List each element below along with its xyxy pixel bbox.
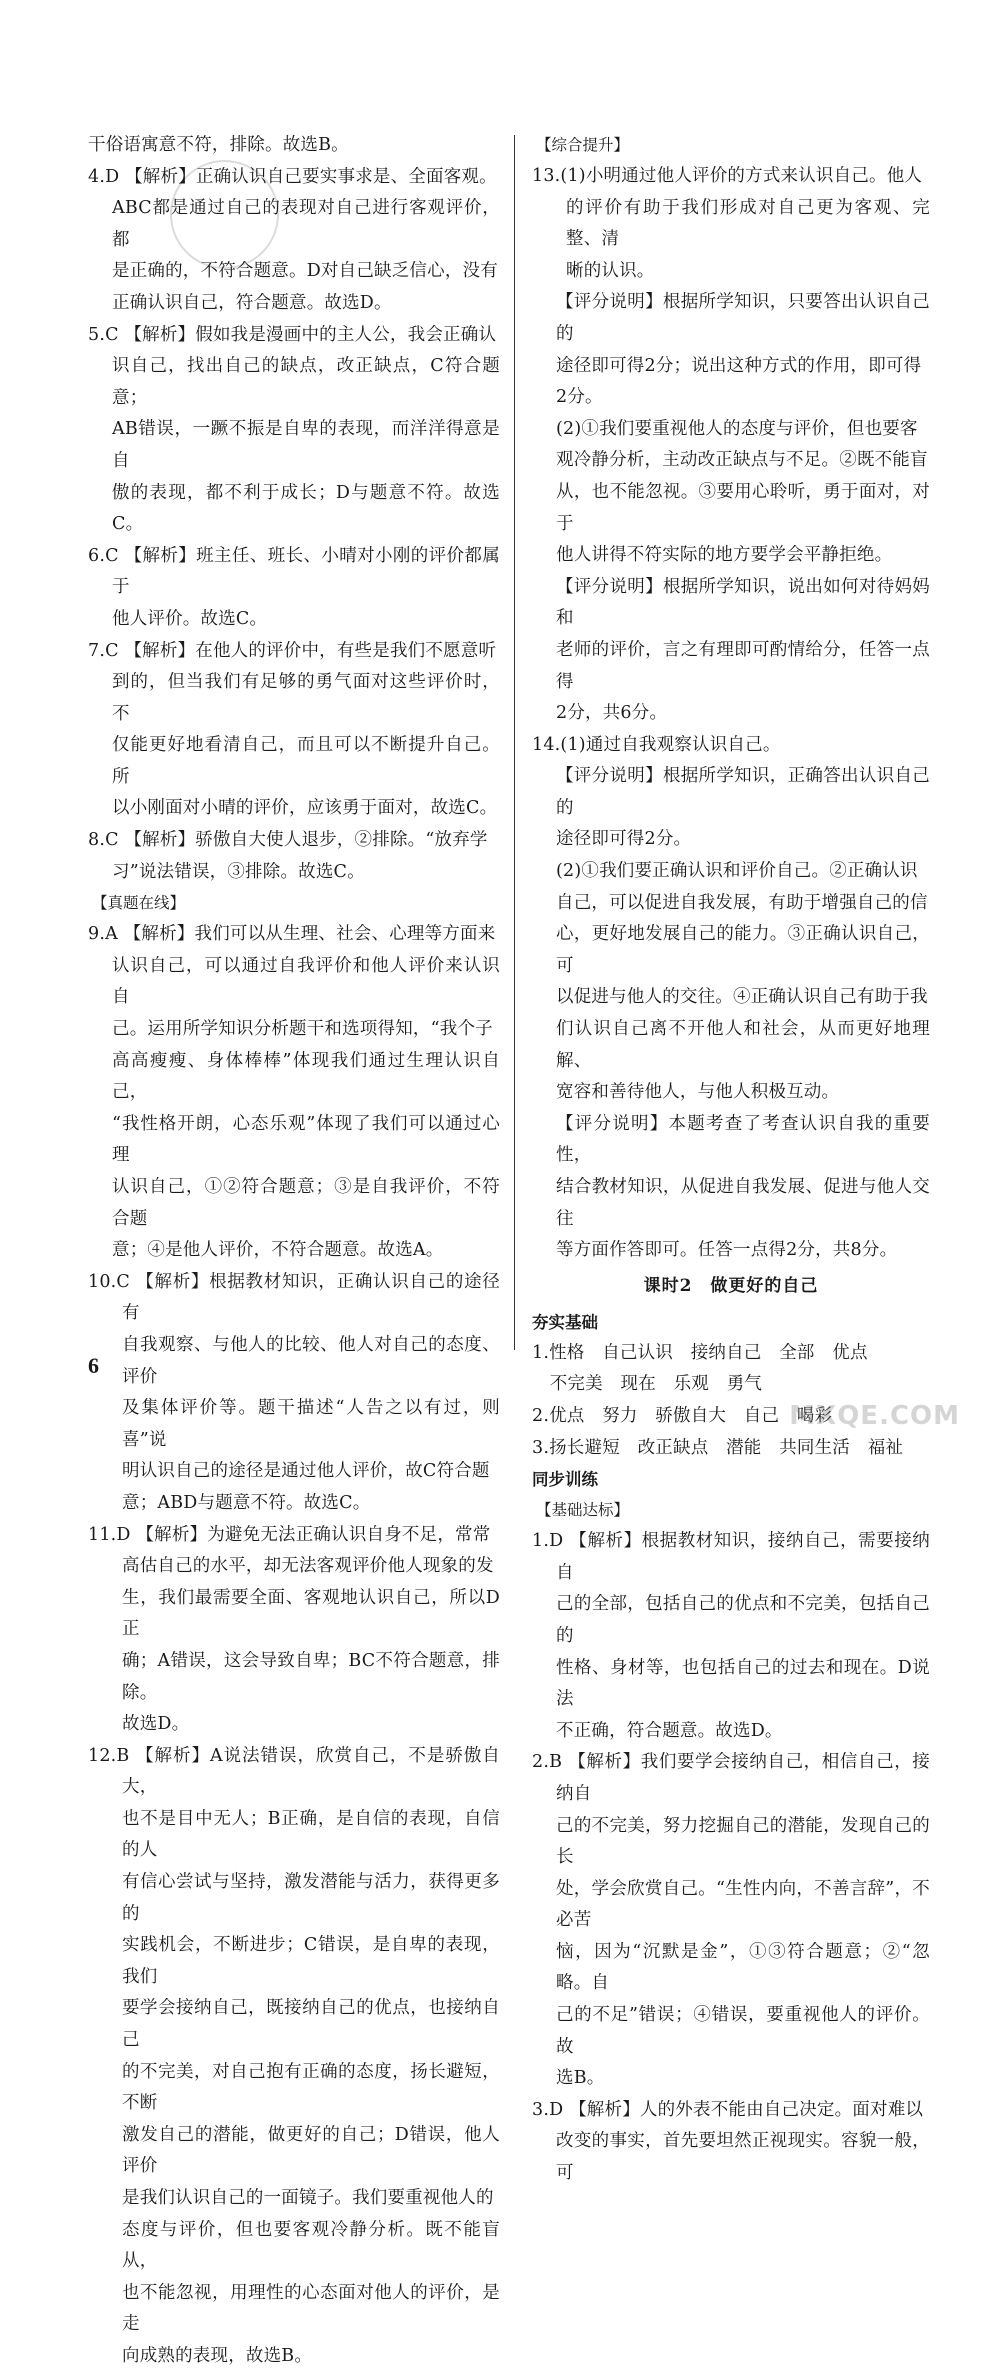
answer-note: 【评分说明】根据所学知识，说出如何对待妈妈和 老师的评价，言之有理即可酌情给分，任答一点得 2分，共6分。 bbox=[556, 576, 930, 724]
answer-item: 4.D 【解析】正确认识自己要实事求是、全面客观。 ABC都是通过自己的表现对自己进行客观评价，都 是正确的，不符合题意。D对自己缺乏信心，没有 正确认识自己，符合题意。故选D。 bbox=[88, 166, 500, 313]
fill-in-answer: 1.性格 自己认识 接纳自己 全部 优点 不完美 现在 乐观 勇气 bbox=[532, 1342, 868, 1395]
answer-item: 13.(1)小明通过他人评价的方式来认识自己。他人 的评价有助于我们形成对自己更为客观、完整、清 晰的认识。 bbox=[532, 166, 930, 281]
answer-item: 6.C 【解析】班主任、班长、小晴对小刚的评价都属于 他人评价。故选C。 bbox=[88, 545, 500, 629]
watermark-text: MXQE.COM bbox=[789, 1401, 960, 1431]
answer-item: 1.D 【解析】根据教材知识，接纳自己，需要接纳自 己的全部，包括自己的优点和不完美，包括自己的 性格、身材等，也包括自己的过去和现在。D说法 不正确，符合题意。故选D。 bbox=[532, 1531, 930, 1741]
answer-note: 【评分说明】本题考查了考查认识自我的重要性， 结合教材知识，从促进自我发展、促进与他人交往 等方面作答即可。任答一点得2分，共8分。 bbox=[556, 1113, 930, 1261]
fill-in-answer: 2.优点 努力 骄傲自大 自己 喝彩 bbox=[532, 1405, 833, 1426]
answer-item: 2.B 【解析】我们要学会接纳自己，相信自己，接纳自 己的不完美，努力挖掘自己的潜能，发现自己的长 处，学会欣赏自己。“生性内向，不善言辞”，不必苦 恼，因为“沉默是金”，①③符合题意；②“忽略。自 己的不足”错误；④错误，要重视他人的评价。故 选B。 bbox=[532, 1752, 930, 2089]
left-column bbox=[88, 130, 500, 2373]
answer-note: 【评分说明】根据所学知识，只要答出认识自己的 途径即可得2分；说出这种方式的作用，即可得 2分。 bbox=[556, 292, 930, 408]
answer-item: 5.C 【解析】假如我是漫画中的主人公，我会正确认 识自己，找出自己的缺点，改正缺点，C符合题意； AB错误，一蹶不振是自卑的表现，而洋洋得意是自 傲的表现，都不利于成长；D与题意不符。故选C。 bbox=[88, 324, 500, 535]
answer-item: 10.C 【解析】根据教材知识，正确认识自己的途径有 自我观察、与他人的比较、他人对自己的态度、评价 及集体评价等。题干描述“人告之以有过，则喜”说 明认识自己的途径是通过他人评价，故C符合题 意；ABD与题意不符。故选C。 bbox=[88, 1271, 500, 1513]
page-number: 6 bbox=[88, 1353, 99, 1378]
fill-in-answer: 3.扬长避短 改正缺点 潜能 共同生活 福祉 bbox=[532, 1437, 904, 1458]
section-heading: 同步训练 bbox=[532, 1470, 598, 1490]
answer-item: 8.C 【解析】骄傲自大使人退步，②排除。“放弃学 习”说法错误，③排除。故选C。 bbox=[88, 830, 488, 882]
answer-item: 11.D 【解析】为避免无法正确认识自身不足，常常 高估自己的水平，却无法客观评价他人现象的发 生，我们最需要全面、客观地认识自己，所以D正 确；A错误，这会导致自卑；BC不符合题意，排除。 故选D。 bbox=[88, 1524, 500, 1735]
right-column bbox=[532, 130, 930, 2190]
lesson-title: 课时2 做更好的自己 bbox=[643, 1275, 819, 1296]
answer-item: 9.A 【解析】我们可以从生理、社会、心理等方面来 认识自己，可以通过自我评价和他人评价来认识自 己。运用所学知识分析题干和选项得知，“我个子 高高瘦瘦、身体棒棒”体现我们通过生理认识自己， “我性格开朗，心态乐观”体现了我们可以通过心理 认识自己，①②符合题意；③是自我评价，不符合题 意；④是他人评价，不符合题意。故选A。 bbox=[88, 924, 500, 1261]
answer-item: 14.(1)通过自我观察认识自己。 bbox=[532, 734, 781, 755]
answer-item: 7.C 【解析】在他人的评价中，有些是我们不愿意听 到的，但当我们有足够的勇气面对这些评价时，不 仅能更好地看清自己，而且可以不断提升自己。所 以小刚面对小晴的评价，应该勇于面对，故选C。 bbox=[88, 640, 500, 819]
continuation-text: 干俗语寓意不符，排除。故选B。 bbox=[88, 135, 349, 155]
answer-item: 12.B 【解析】A说法错误，欣赏自己，不是骄傲自大， 也不是目中无人；B正确，是自信的表现，自信的人 有信心尝试与坚持，激发潜能与活力，获得更多的 实践机会，不断进步；C错误，是自卑的表现，我们 要学会接纳自己，既接纳自己的优点，也接纳自己 的不完美，对自己抱有正确的态度，扬长避短，不断 激发自己的潜能，做更好的自己；D错误，他人评价 是我们认识自己的一面镜子。我们要重视他人的 态度与评价，但也要客观冷静分析。既不能盲从， 也不能忽视，用理性的心态面对他人的评价，是走 向成熟的表现，故选B。 bbox=[88, 1745, 500, 2366]
section-tag: 【真题在线】 bbox=[92, 894, 186, 913]
answer-note: 【评分说明】根据所学知识，正确答出认识自己的 途径即可得2分。 bbox=[556, 766, 930, 850]
watermark-logo bbox=[740, 1341, 960, 1431]
section-heading: 夯实基础 bbox=[532, 1312, 598, 1332]
answer-item: 3.D 【解析】人的外表不能由自己决定。面对难以 改变的事实，首先要坦然正视现实。容貌一般，可 bbox=[532, 2099, 930, 2184]
section-tag: 【基础达标】 bbox=[536, 1501, 630, 1520]
section-tag: 【综合提升】 bbox=[536, 136, 630, 154]
column-divider bbox=[514, 135, 515, 1350]
answer-note: (2)①我们要正确认识和评价自己。②正确认识 自己，可以促进自我发展，有助于增强自己的信 心，更好地发展自己的能力。③正确认识自己，可 以促进与他人的交往。④正确认识自己有助于我 们认识自己离不开他人和社会，从而更好地理解、 宽容和善待他人，与他人积极互动。 bbox=[556, 861, 930, 1103]
answer-note: (2)①我们要重视他人的态度与评价，但也要客 观冷静分析，主动改正缺点与不足。②既不能盲 从，也不能忽视。③要用心聆听，勇于面对，对于 他人讲得不符实际的地方要学会平静拒绝。 bbox=[556, 418, 930, 566]
